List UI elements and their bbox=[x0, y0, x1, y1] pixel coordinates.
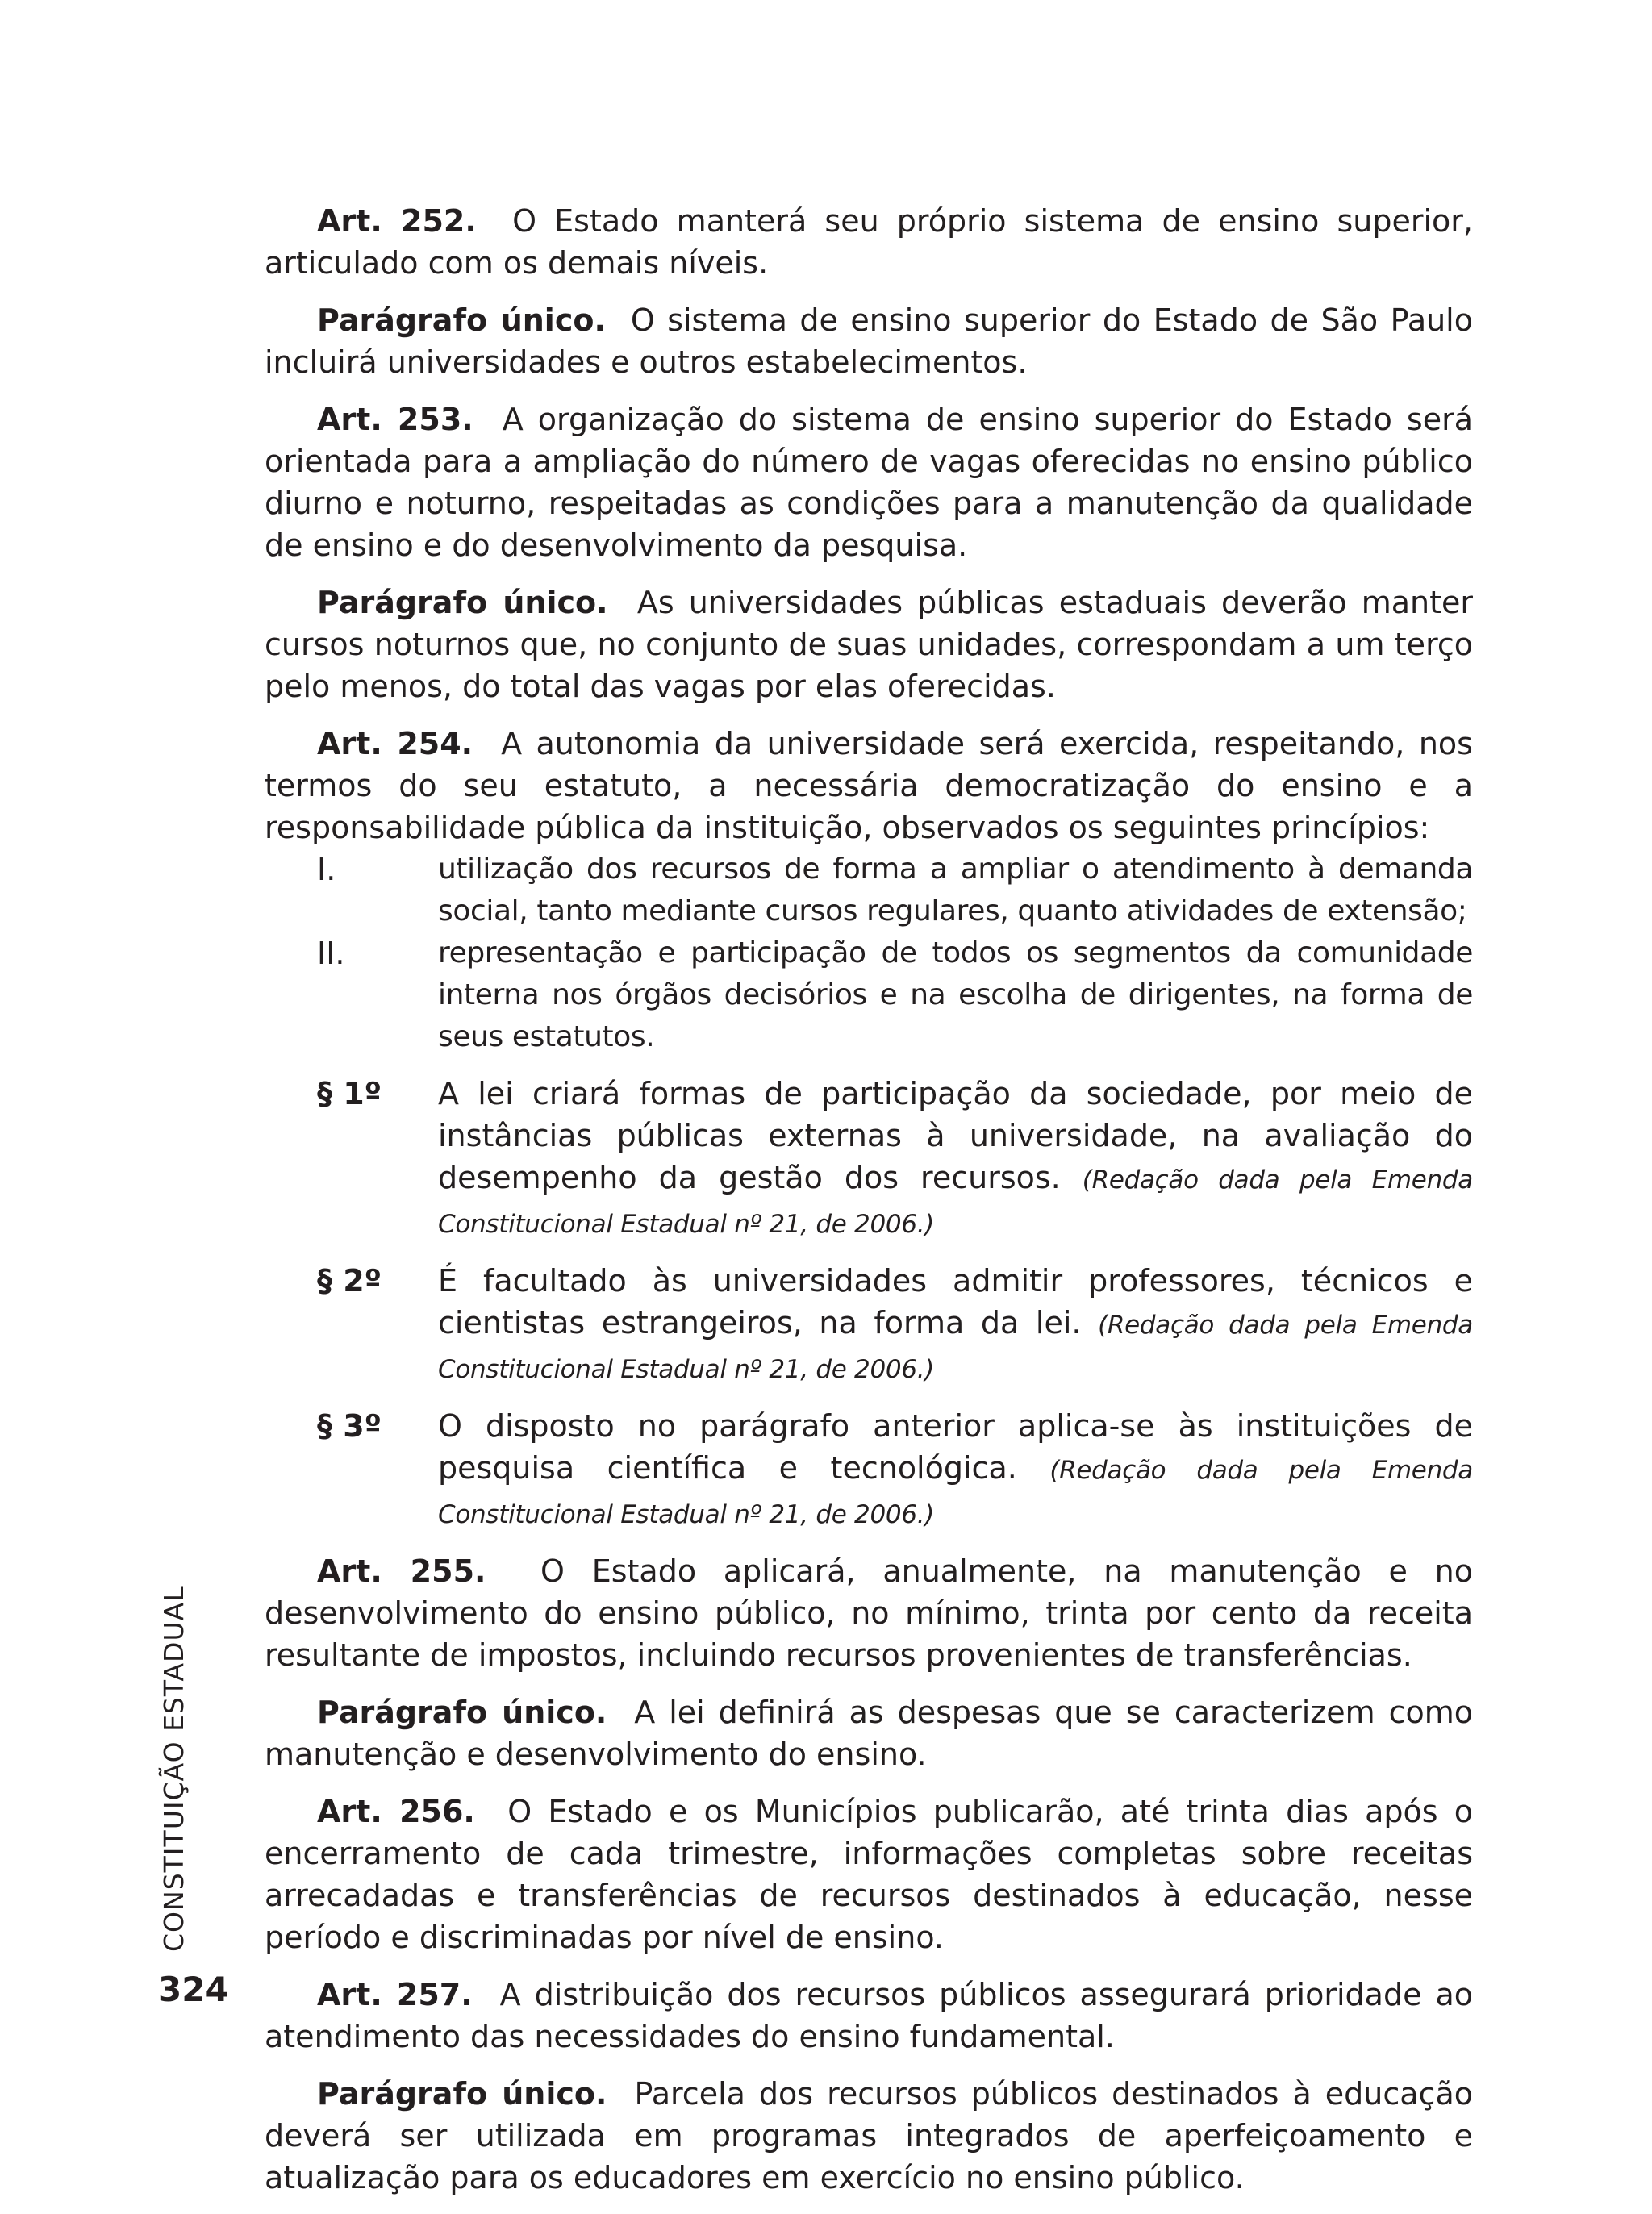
article-heading: Art. 252. bbox=[317, 203, 477, 239]
art-257 bbox=[265, 1974, 1473, 2058]
paragraph-heading: Parágrafo único. bbox=[317, 302, 606, 338]
paragraph-heading: Parágrafo único. bbox=[317, 1695, 607, 1730]
art-255-sole-paragraph bbox=[265, 1691, 1473, 1775]
article-heading: Art. 256. bbox=[317, 1794, 475, 1829]
article-heading: Art. 254. bbox=[317, 726, 473, 761]
list-item bbox=[265, 932, 1473, 1058]
article-text: O Estado manterá seu próprio sistema de ensino superior, articulado com os demais níveis. bbox=[265, 203, 1473, 281]
article-text: A autonomia da universidade será exercida, respeitando, nos termos do seu estatuto, a necessária democratização do ensino e a responsabilidade pública da instituição, observados os seguintes princípios: bbox=[265, 726, 1473, 845]
paragraph-text: Parcela dos recursos públicos destinados à educação deverá ser utilizada em programas integrados de aperfeiçoamento e atualização para os educadores em exercício no ensino público. bbox=[265, 2076, 1473, 2195]
item-marker: II. bbox=[317, 936, 345, 971]
paragraph-heading: Parágrafo único. bbox=[317, 585, 608, 620]
document-body bbox=[265, 200, 1473, 2214]
article-text: O Estado e os Municípios publicarão, até trinta dias após o encerramento de cada trimestre, informações completas sobre receitas arrecadadas e transferências de recursos destinados à educação, nesse período e discriminadas por nível de ensino. bbox=[265, 1794, 1473, 1955]
section-body bbox=[438, 1405, 1473, 1536]
section-1 bbox=[265, 1073, 1473, 1245]
art-254-items bbox=[265, 848, 1473, 1058]
art-257-sole-paragraph bbox=[265, 2073, 1473, 2199]
art-253 bbox=[265, 398, 1473, 566]
article-heading: Art. 253. bbox=[317, 402, 473, 437]
section-body bbox=[438, 1073, 1473, 1245]
section-text: É facultado às universidades admitir professores, técnicos e cientistas estrangeiros, na forma da lei. bbox=[438, 1263, 1473, 1340]
section-text: A lei criará formas de participação da sociedade, por meio de instâncias públicas externas à universidade, na avaliação do desempenho da gestão dos recursos. bbox=[438, 1076, 1473, 1195]
amendment-note: (Redação dada pela Emenda Constitucional Estadual nº 21, de 2006.) bbox=[438, 1165, 1473, 1239]
list-item bbox=[265, 848, 1473, 932]
paragraph-text: O sistema de ensino superior do Estado de São Paulo incluirá universidades e outros estabelecimentos. bbox=[265, 302, 1473, 380]
paragraph-heading: Parágrafo único. bbox=[317, 2076, 607, 2112]
page-number: 324 bbox=[158, 1970, 229, 2009]
section-marker: § 2º bbox=[317, 1263, 382, 1299]
item-text: utilização dos recursos de forma a ampliar o atendimento à demanda social, tanto mediante cursos regulares, quanto atividades de extensão; bbox=[438, 853, 1473, 928]
article-heading: Art. 255. bbox=[317, 1553, 486, 1589]
section-2 bbox=[265, 1260, 1473, 1391]
art-255 bbox=[265, 1550, 1473, 1676]
item-marker: I. bbox=[317, 852, 336, 887]
section-marker: § 1º bbox=[317, 1076, 382, 1111]
article-heading: Art. 257. bbox=[317, 1977, 473, 2012]
section-text: O disposto no parágrafo anterior aplica-se às instituições de pesquisa científica e tecnológica. bbox=[438, 1408, 1473, 1486]
art-254 bbox=[265, 723, 1473, 848]
running-section-label: CONSTITUIÇÃO ESTADUAL bbox=[158, 1586, 190, 1952]
paragraph-text: A lei definirá as despesas que se caracterizem como manutenção e desenvolvimento do ensino. bbox=[265, 1695, 1473, 1772]
art-253-sole-paragraph bbox=[265, 582, 1473, 707]
art-256 bbox=[265, 1791, 1473, 1958]
article-text: A organização do sistema de ensino superior do Estado será orientada para a ampliação do número de vagas oferecidas no ensino público diurno e noturno, respeitadas as condições para a manutenção da qualidade de ensino e do desenvolvimento da pesquisa. bbox=[265, 402, 1473, 563]
paragraph-text: As universidades públicas estaduais deverão manter cursos noturnos que, no conjunto de suas unidades, correspondam a um terço pelo menos, do total das vagas por elas oferecidas. bbox=[265, 585, 1473, 704]
section-body bbox=[438, 1260, 1473, 1391]
article-text: O Estado aplicará, anualmente, na manutenção e no desenvolvimento do ensino público, no mínimo, trinta por cento da receita resultante de impostos, incluindo recursos provenientes de transferências. bbox=[265, 1553, 1473, 1673]
item-text: representação e participação de todos os segmentos da comunidade interna nos órgãos decisórios e na escolha de dirigentes, na forma de seus estatutos. bbox=[438, 936, 1473, 1053]
amendment-note: (Redação dada pela Emenda Constitucional Estadual nº 21, de 2006.) bbox=[438, 1311, 1473, 1384]
article-text: A distribuição dos recursos públicos assegurará prioridade ao atendimento das necessidades do ensino fundamental. bbox=[265, 1977, 1473, 2054]
section-marker: § 3º bbox=[317, 1408, 382, 1444]
section-3 bbox=[265, 1405, 1473, 1536]
amendment-note: (Redação dada pela Emenda Constitucional Estadual nº 21, de 2006.) bbox=[438, 1456, 1473, 1529]
art-252-sole-paragraph bbox=[265, 299, 1473, 383]
art-252 bbox=[265, 200, 1473, 284]
